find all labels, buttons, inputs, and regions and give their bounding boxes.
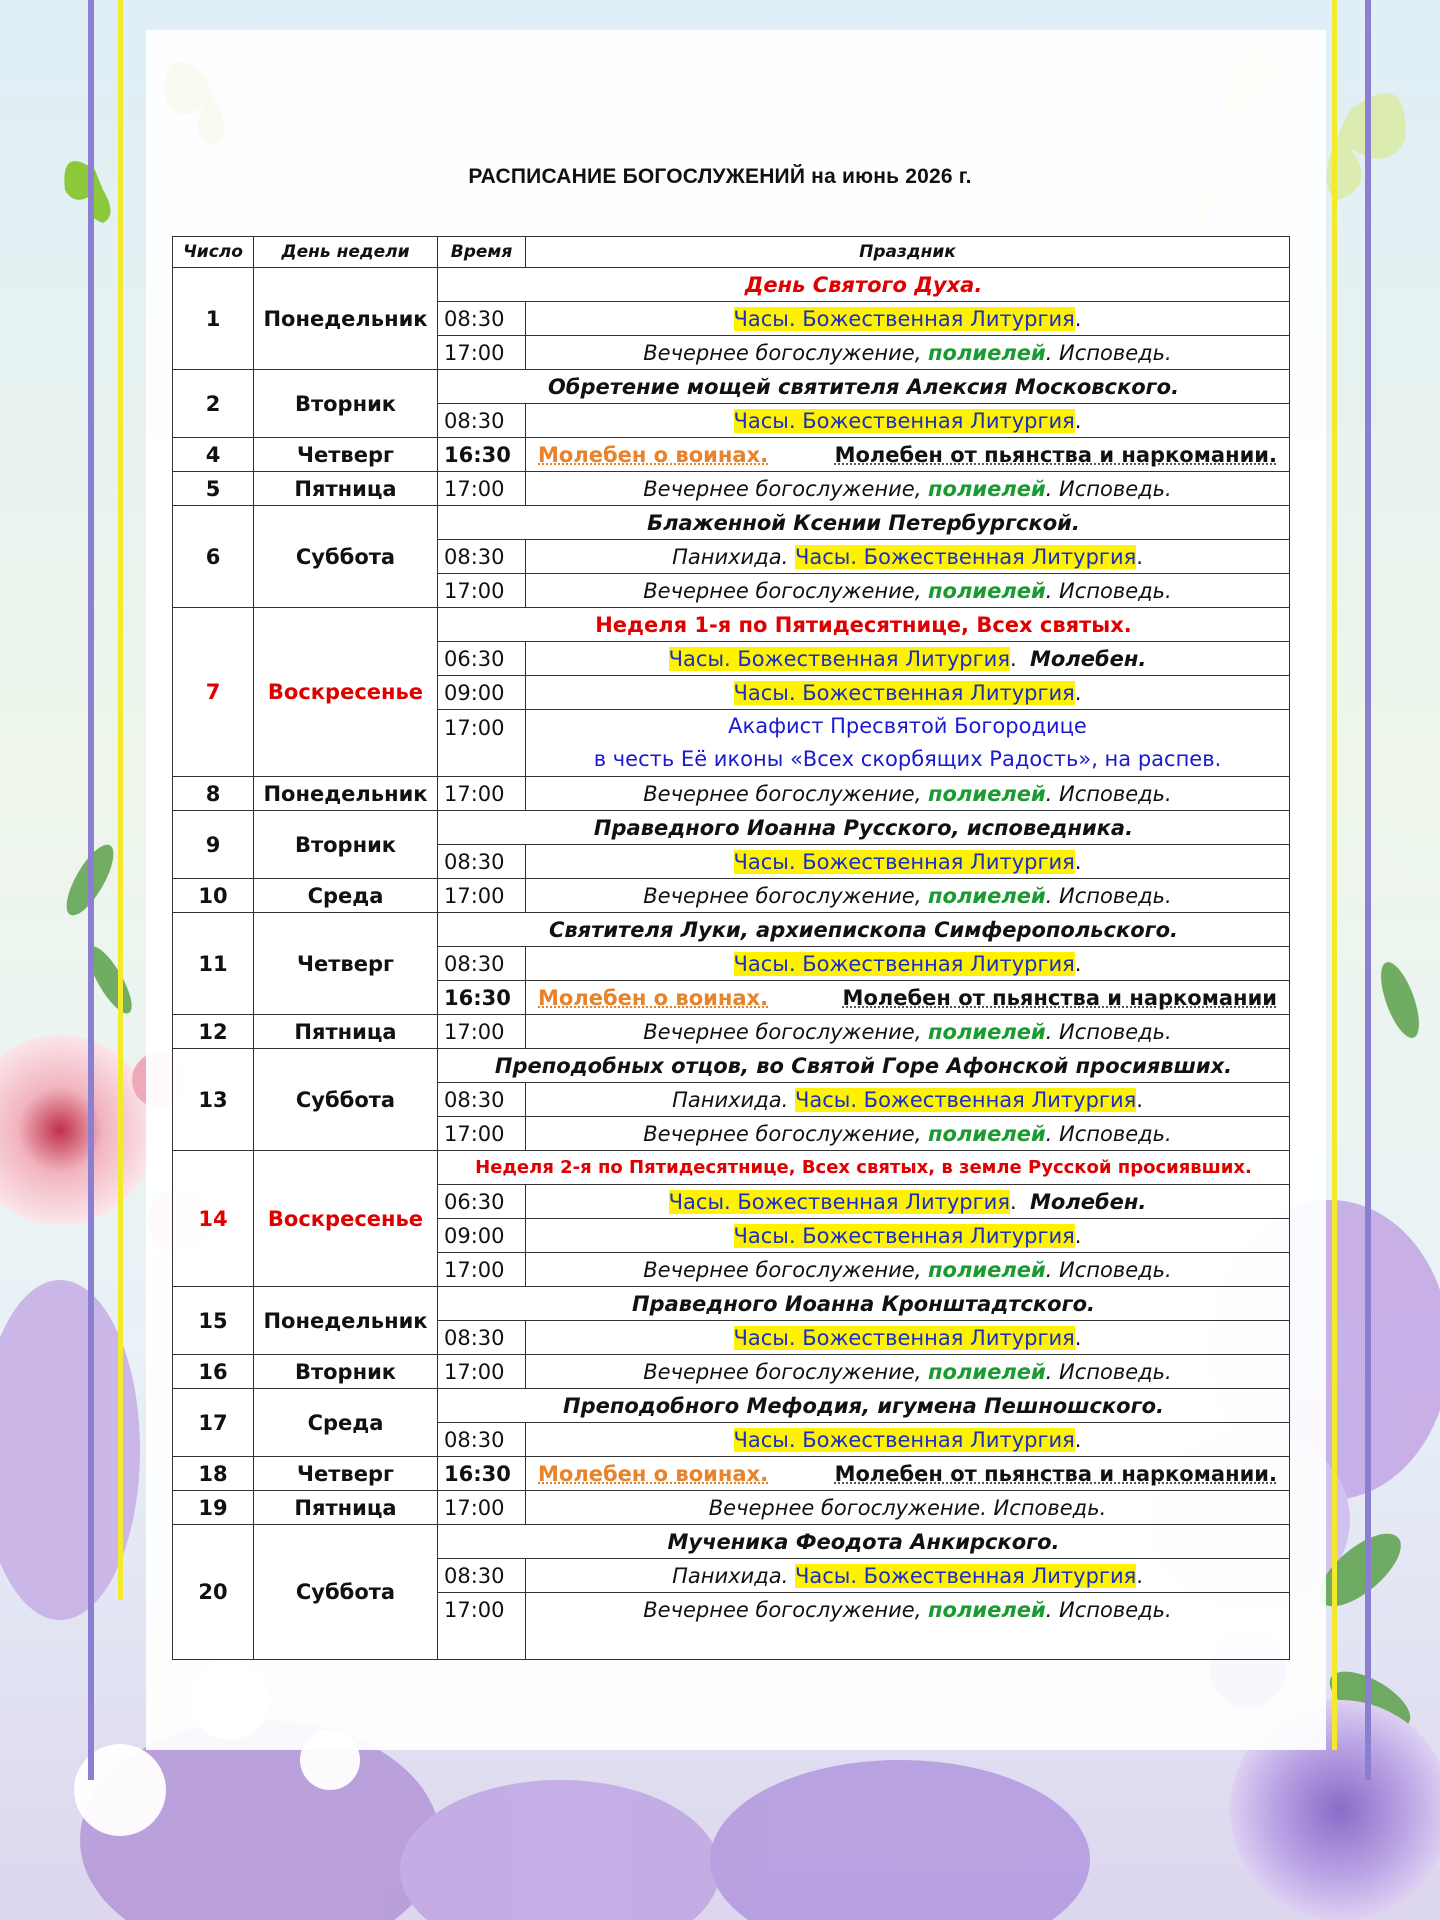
- day-number: 5: [173, 472, 254, 506]
- weekday: Четверг: [254, 438, 438, 472]
- weekday: Суббота: [254, 506, 438, 608]
- feast-title: Обретение мощей святителя Алексия Московского.: [438, 370, 1290, 404]
- table-row: 08:30 Часы. Божественная Литургия.: [173, 1321, 1290, 1355]
- service-time: 08:30: [438, 404, 526, 438]
- page-title: РАСПИСАНИЕ БОГОСЛУЖЕНИЙ на июнь 2026 г.: [468, 165, 972, 188]
- table-row: 9 Вторник Праведного Иоанна Русского, исповедника.: [173, 811, 1290, 845]
- moleben-soldiers: Молебен о воинах.: [538, 442, 769, 467]
- feast-title: Святителя Луки, архиепископа Симферопольского.: [438, 913, 1290, 947]
- day-number: 1: [173, 268, 254, 370]
- akathist-line-1: Акафист Пресвятой Богородице: [728, 714, 1087, 738]
- schedule-table: [172, 236, 1290, 1660]
- frame-line-left-purple: [88, 0, 94, 1780]
- table-row: 17:00 Вечернее богослужение, полиелей. Исповедь.: [173, 336, 1290, 370]
- moleben-drinking: Молебен от пьянства и наркомании.: [834, 442, 1277, 467]
- table-header-row: [173, 237, 1290, 268]
- table-row: 16 Вторник 17:00 Вечернее богослужение, полиелей. Исповедь.: [173, 1355, 1290, 1389]
- table-row: 06:30 Часы. Божественная Литургия. Молебен.: [173, 642, 1290, 676]
- weekday: Воскресенье: [254, 608, 438, 777]
- frame-line-right-purple: [1365, 0, 1371, 1780]
- vespers-label: Вечернее богослужение,: [643, 340, 929, 365]
- table-row: 08:30 Часы. Божественная Литургия.: [173, 1423, 1290, 1457]
- table-row: 16:30 Молебен о воинах. Молебен от пьянства и наркомании: [173, 981, 1290, 1015]
- table-row: 08:30 Часы. Божественная Литургия.: [173, 947, 1290, 981]
- table-row: [173, 370, 1290, 404]
- table-row: 08:30 Часы. Божественная Литургия.: [173, 845, 1290, 879]
- table-row: 10 Среда 17:00 Вечернее богослужение, полиелей. Исповедь.: [173, 879, 1290, 913]
- feast-title: Праведного Иоанна Кронштадтского.: [438, 1287, 1290, 1321]
- frame-line-right-yellow: [1332, 0, 1337, 1750]
- feast-title: Мученика Феодота Анкирского.: [438, 1525, 1290, 1559]
- table-row: 09:00 Часы. Божественная Литургия.: [173, 676, 1290, 710]
- table-row: 17:00 Акафист Пресвятой Богородице в честь Её иконы «Всех скорбящих Радость», на распев.: [173, 710, 1290, 777]
- table-row: 08:30 Панихида. Часы. Божественная Литургия.: [173, 1559, 1290, 1593]
- header-number: Число: [173, 237, 254, 268]
- feast-title: Блаженной Ксении Петербургской.: [438, 506, 1290, 540]
- header-time: Время: [438, 237, 526, 268]
- weekday: Понедельник: [254, 268, 438, 370]
- table-row: 17:00 Вечернее богослужение, полиелей. Исповедь.: [173, 1593, 1290, 1627]
- vespers-plain: Вечернее богослужение. Исповедь.: [526, 1491, 1290, 1525]
- day-number: 6: [173, 506, 254, 608]
- table-row: 5 Пятница 17:00 Вечернее богослужение, полиелей. Исповедь.: [173, 472, 1290, 506]
- header-feast: Праздник: [526, 237, 1290, 268]
- service-time: 17:00: [438, 472, 526, 506]
- day-number: 7: [173, 608, 254, 777]
- table-row: 17 Среда Преподобного Мефодия, игумена Пешношского.: [173, 1389, 1290, 1423]
- table-row: 17:00 Вечернее богослужение, полиелей. Исповедь.: [173, 1117, 1290, 1151]
- liturgy-label: Часы. Божественная Литургия: [733, 306, 1075, 331]
- table-row: 8 Понедельник 17:00 Вечернее богослужение, полиелей. Исповедь.: [173, 777, 1290, 811]
- table-row: 14 Воскресенье Неделя 2-я по Пятидесятнице, Всех святых, в земле Русской просиявших.: [173, 1151, 1290, 1185]
- weekday: Вторник: [254, 370, 438, 438]
- table-row: 08:30 Часы. Божественная Литургия.: [173, 302, 1290, 336]
- table-row: [173, 506, 1290, 540]
- feast-title: Преподобных отцов, во Святой Горе Афонской просиявших.: [438, 1049, 1290, 1083]
- table-row: 18 Четверг 16:30 Молебен о воинах. Молебен от пьянства и наркомании.: [173, 1457, 1290, 1491]
- feast-title: Преподобного Мефодия, игумена Пешношского.: [438, 1389, 1290, 1423]
- service-time: 08:30: [438, 302, 526, 336]
- table-row: [173, 438, 1290, 472]
- table-row: 17:00 Вечернее богослужение, полиелей. Исповедь.: [173, 574, 1290, 608]
- service-time: 17:00: [438, 336, 526, 370]
- table-row: 19 Пятница 17:00 Вечернее богослужение. Исповедь.: [173, 1491, 1290, 1525]
- table-row: 12 Пятница 17:00 Вечернее богослужение, полиелей. Исповедь.: [173, 1015, 1290, 1049]
- table-row: 08:30 Часы. Божественная Литургия.: [173, 404, 1290, 438]
- frame-line-left-yellow: [118, 0, 123, 1600]
- table-row: 15 Понедельник Праведного Иоанна Кронштадтского.: [173, 1287, 1290, 1321]
- akathist-line-2: в честь Её иконы «Всех скорбящих Радость», на распев.: [593, 747, 1222, 771]
- weekday: Пятница: [254, 472, 438, 506]
- header-weekday: День недели: [254, 237, 438, 268]
- day-number: 2: [173, 370, 254, 438]
- table-row: [173, 608, 1290, 642]
- feast-title: День Святого Духа.: [744, 272, 983, 297]
- table-row: 17:00 Вечернее богослужение, полиелей. Исповедь.: [173, 1253, 1290, 1287]
- liturgy-label: Часы. Божественная Литургия: [733, 408, 1075, 433]
- feast-title: Неделя 1-я по Пятидесятнице, Всех святых.: [595, 612, 1132, 637]
- table-row: 13 Суббота Преподобных отцов, во Святой Горе Афонской просиявших.: [173, 1049, 1290, 1083]
- day-number: 4: [173, 438, 254, 472]
- table-row: 08:30 Панихида. Часы. Божественная Литургия.: [173, 540, 1290, 574]
- feast-title: Неделя 2-я по Пятидесятнице, Всех святых, в земле Русской просиявших.: [475, 1157, 1252, 1178]
- table-row: [173, 268, 1290, 302]
- table-row: 20 Суббота Мученика Феодота Анкирского.: [173, 1525, 1290, 1559]
- table-row: 09:00 Часы. Божественная Литургия.: [173, 1219, 1290, 1253]
- feast-title: Праведного Иоанна Русского, исповедника.: [438, 811, 1290, 845]
- table-row: 06:30 Часы. Божественная Литургия. Молебен.: [173, 1185, 1290, 1219]
- table-row: 08:30 Панихида. Часы. Божественная Литургия.: [173, 1083, 1290, 1117]
- service-time: 16:30: [438, 438, 526, 472]
- table-row: 11 Четверг Святителя Луки, архиепископа Симферопольского.: [173, 913, 1290, 947]
